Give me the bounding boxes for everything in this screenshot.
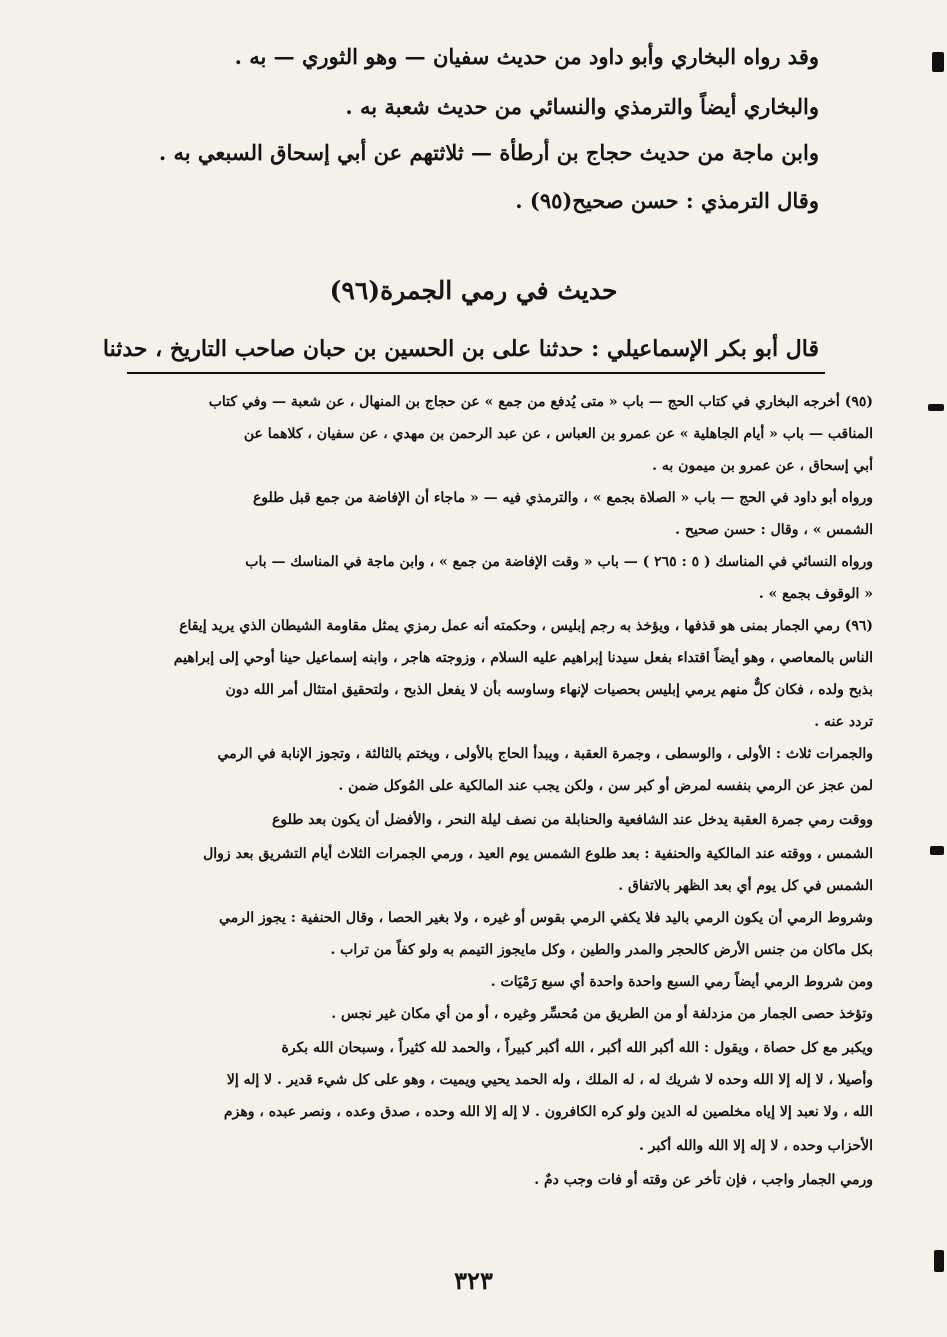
footnote-line: ومن شروط الرمي أيضاً رمي السبع واحدة واحدة أي سبع رَمْيَات . xyxy=(490,974,873,990)
footnote-line: الشمس ، ووقته عند المالكية والحنفية : بعد طلوع الشمس يوم العيد ، ورمي الجمرات الثلاث أيام التشريق بعد زوال xyxy=(203,846,873,862)
footnote-line: الشمس » ، وقال : حسن صحيح . xyxy=(675,522,873,538)
footnote-line: الشمس في كل يوم أي بعد الظهر بالاتفاق . xyxy=(618,878,873,894)
footnote-line: ووقت رمي جمرة العقبة يدخل عند الشافعية والحنابلة من نصف ليلة النحر ، والأفضل أن يكون بعد طلوع xyxy=(272,812,873,828)
footnote-line: بذبح ولده ، فكان كلٌّ منهم يرمي إبليس بحصيات لإنهاء وساوسه بأن لا يفعل الذبح ، ولتحقيق امتثال أمر الله دون xyxy=(225,682,873,698)
main-text-line-1: وقد رواه البخاري وأبو داود من حديث سفيان — وهو الثوري — به . xyxy=(234,44,819,69)
scan-margin-mark xyxy=(934,1250,944,1272)
narration-chain-line: قال أبو بكر الإسماعيلي : حدثنا على بن الحسين بن حبان صاحب التاريخ ، حدثنا xyxy=(102,336,819,362)
footnote-line: ورمي الجمار واجب ، فإن تأخر عن وقته أو فات وجب دمٌ . xyxy=(534,1172,873,1188)
footnote-line: ورواه أبو داود في الحج — باب « الصلاة بجمع » ، والترمذي فيه — « ماجاء أن الإفاضة من جمع قبل طلوع xyxy=(252,490,873,506)
footnote-line: ويكبر مع كل حصاة ، ويقول : الله أكبر الله أكبر ، الله أكبر كبيراً ، والحمد لله كثيراً ، وسبحان الله بكرة xyxy=(281,1040,873,1056)
main-text-line-3: وابن ماجة من حديث حجاج بن أرطأة — ثلاثتهم عن أبي إسحاق السبعي به . xyxy=(158,140,819,165)
footnote-line: « الوقوف بجمع » . xyxy=(758,586,873,602)
footnote-line: الله ، ولا نعبد إلا إياه مخلصين له الدين ولو كره الكافرون . لا إله إلا الله وحده ، صدق وعده ، ونصر عبده ، وهزم xyxy=(223,1104,873,1120)
scan-margin-mark xyxy=(930,846,944,855)
scan-margin-mark xyxy=(928,404,944,411)
footnote-line: الأحزاب وحده ، لا إله إلا الله والله أكبر . xyxy=(638,1138,873,1154)
footnote-separator xyxy=(127,372,825,374)
footnote-line: بكل ماكان من جنس الأرض كالحجر والمدر والطين ، وكل مايجوز التيمم به ولو كفاً من تراب . xyxy=(330,942,873,958)
footnote-line: المناقب — باب « أيام الجاهلية » عن عمرو بن العباس ، عن عبد الرحمن بن مهدي ، عن سفيان ، كلاهما عن xyxy=(243,426,873,442)
footnote-line: ورواه النسائي في المناسك ( ٥ : ٢٦٥ ) — باب « وقت الإفاضة من جمع » ، وابن ماجة في المناسك — باب xyxy=(245,554,873,570)
footnote-line: وشروط الرمي أن يكون الرمي باليد فلا يكفي الرمي بقوس أو غيره ، ولا بغير الحصا ، وقال الحنفية : يجوز الرمي xyxy=(219,910,873,926)
footnote-line: أبي إسحاق ، عن عمرو بن ميمون به . xyxy=(652,458,873,474)
footnote-line: وأصيلا ، لا إله إلا الله وحده لا شريك له ، له الملك ، وله الحمد يحيي ويميت ، وهو على كل شيء قدير . لا إله إلا xyxy=(226,1072,873,1088)
main-text-line-2: والبخاري أيضاً والترمذي والنسائي من حديث شعبة به . xyxy=(345,94,819,119)
footnote-line: والجمرات ثلاث : الأولى ، والوسطى ، وجمرة العقبة ، ويبدأ الحاج بالأولى ، ويختم بالثالثة ، وتجوز الإنابة في الرمي xyxy=(217,746,873,762)
footnote-line: (٩٥) أخرجه البخاري في كتاب الحج — باب « متى يُدفع من جمع » عن حجاج بن المنهال ، عن شعبة — وفي كتاب xyxy=(208,394,873,410)
scan-margin-mark xyxy=(932,52,944,72)
main-text-line-4: وقال الترمذي : حسن صحيح(٩٥) . xyxy=(515,188,819,213)
footnote-line: تردد عنه . xyxy=(814,714,873,730)
footnote-line: لمن عجز عن الرمي بنفسه لمرض أو كبر سن ، ولكن يجب عند المالكية على المُوكل ضمن . xyxy=(338,778,873,794)
footnote-line: وتؤخذ حصى الجمار من مزدلفة أو من الطريق من مُحسِّر وغيره ، أو من أي مكان غير نجس . xyxy=(331,1006,873,1022)
footnote-line: (٩٦) رمي الجمار بمنى هو قذفها ، ويؤخذ به رجم إبليس ، وحكمته أنه عمل رمزي يمثل مقاومة الشيطان الذي يريد إيقاع xyxy=(179,618,873,634)
footnote-line: الناس بالمعاصي ، وهو أيضاً اقتداء بفعل سيدنا إبراهيم عليه السلام ، وزوجته هاجر ، وابنه إسماعيل حينا أوحي إلى إبراهيم xyxy=(173,650,873,666)
section-heading: حديث في رمي الجمرة(٩٦) xyxy=(329,276,618,305)
page-number: ٣٢٣ xyxy=(454,1266,493,1295)
